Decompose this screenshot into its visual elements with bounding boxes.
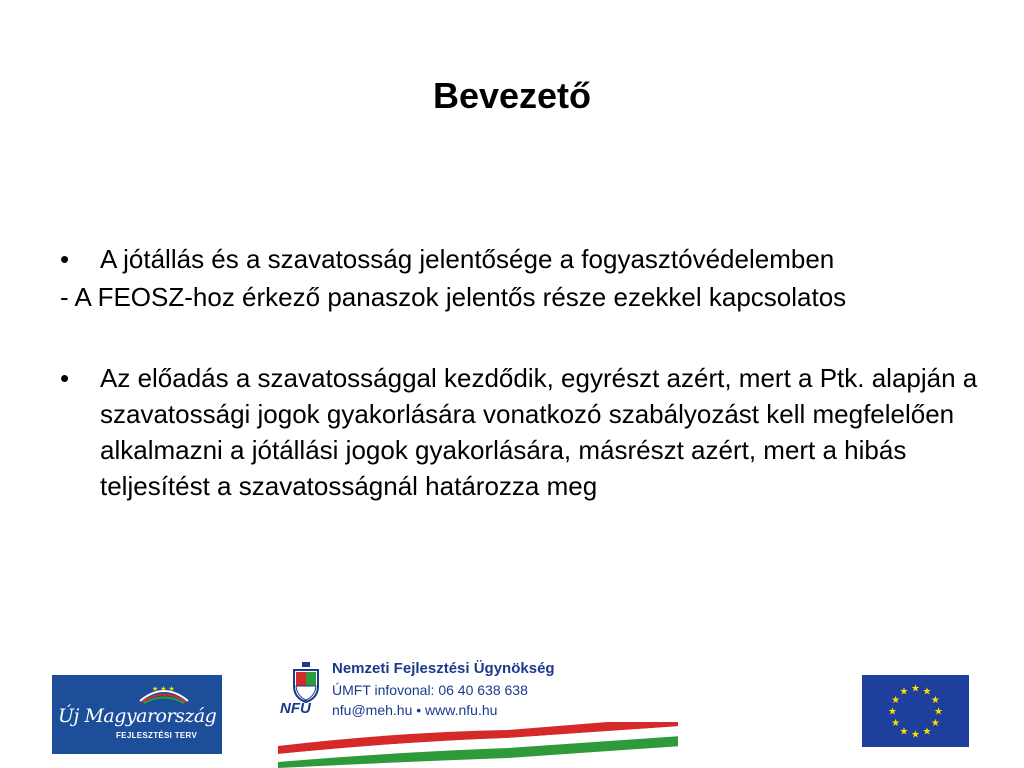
eu-star-icon: ★ bbox=[934, 706, 943, 718]
eu-star-icon: ★ bbox=[891, 718, 901, 729]
bullet-text: A jótállás és a szavatosság jelentősége a fogyasztóvédelemben bbox=[100, 244, 835, 274]
eu-star-icon: ★ bbox=[888, 706, 897, 718]
eu-star-icon: ★ bbox=[911, 729, 920, 741]
eu-star-icon: ★ bbox=[922, 686, 932, 698]
contact-line: nfu@meh.hu • www.nfu.hu bbox=[332, 702, 498, 718]
agency-name: Nemzeti Fejlesztési Ügynökség bbox=[332, 660, 555, 677]
slide-title: Bevezető bbox=[432, 75, 592, 116]
eu-flag bbox=[862, 675, 969, 747]
bullet-item bbox=[58, 360, 978, 504]
eu-star-icon: ★ bbox=[891, 695, 901, 706]
eu-stars-icon bbox=[862, 675, 969, 747]
flag-ribbon-icon bbox=[278, 722, 678, 768]
nfu-abbreviation: NFÜ bbox=[280, 700, 311, 717]
svg-text:★ ★ ★: ★ ★ ★ bbox=[152, 686, 175, 693]
infoline: ÚMFT infovonal: 06 40 638 638 bbox=[332, 682, 528, 698]
logo-name: Új Magyarország bbox=[58, 705, 217, 727]
eu-star-icon: ★ bbox=[899, 686, 909, 698]
bullet-item bbox=[58, 242, 978, 276]
dash-text: - A FEOSZ-hoz érkező panaszok jelentős része ezekkel kapcsolatos bbox=[60, 282, 847, 312]
eu-star-icon: ★ bbox=[899, 726, 909, 738]
nfu-logo bbox=[278, 656, 678, 768]
bullet-icon: • bbox=[60, 244, 70, 274]
slide-body bbox=[58, 242, 978, 504]
eu-star-icon: ★ bbox=[911, 683, 920, 695]
bullet-icon: • bbox=[60, 363, 70, 393]
eu-star-icon: ★ bbox=[930, 695, 940, 706]
coat-of-arms-icon bbox=[284, 660, 328, 704]
dash-item bbox=[58, 280, 978, 314]
eu-star-icon: ★ bbox=[922, 726, 932, 738]
logo-subtitle: FEJLESZTÉSI TERV bbox=[116, 731, 198, 740]
uj-magyarorszag-logo bbox=[52, 675, 222, 754]
eu-star-icon: ★ bbox=[930, 718, 940, 729]
bullet-text: Az előadás a szavatossággal kezdődik, egyrészt azért, mert a Ptk. alapján a szavatossági jogok gyakorlására vonatkozó szabályozást kell megfelelően alkalmazni a jótállási jogok gyakorlására, másrészt azért, mert a hibás teljesítést a szavatosságnál határozza meg bbox=[100, 363, 978, 501]
